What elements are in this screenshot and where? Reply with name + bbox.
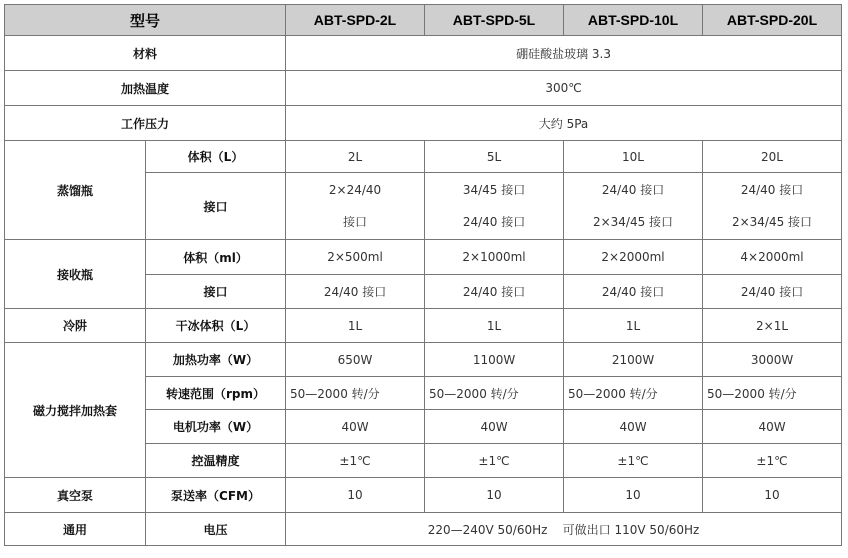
receiving-volume-row (5, 240, 842, 275)
mantle-precision-cell: ±1℃ (286, 444, 425, 478)
vacuum-pump-row (5, 478, 842, 513)
vacuum-pump-group: 真空泵 (5, 478, 146, 513)
working-pressure-label: 工作压力 (5, 106, 286, 141)
distill-volume-cell: 20L (703, 141, 842, 173)
distill-port-line1: 2×24/40 (328, 183, 382, 197)
receiving-port-cell: 24/40 接口 (286, 275, 425, 309)
distill-port-line2: 2×34/45 接口 (731, 215, 813, 229)
distill-volume-cell: 2L (286, 141, 425, 173)
mantle-precision-label: 控温精度 (146, 444, 286, 478)
model-header: 型号 (5, 5, 286, 36)
mantle-speed-cell: 50—2000 转/分 (425, 377, 564, 410)
cold-trap-cell: 1L (425, 309, 564, 343)
cold-trap-group: 冷阱 (5, 309, 146, 343)
mantle-power-cell: 650W (286, 343, 425, 377)
material-value: 硼硅酸盐玻璃 3.3 (286, 36, 842, 71)
working-pressure-value: 大约 5Pa (286, 106, 842, 141)
distill-port-cell (425, 173, 564, 240)
general-row (5, 513, 842, 546)
mantle-precision-cell: ±1℃ (564, 444, 703, 478)
receiving-flask-group: 接收瓶 (5, 240, 146, 309)
mantle-speed-cell: 50—2000 转/分 (286, 377, 425, 410)
heating-temp-row (5, 71, 842, 106)
distill-port-line1: 24/40 接口 (601, 183, 665, 197)
model-10l: ABT-SPD-10L (564, 5, 703, 36)
working-pressure-row (5, 106, 842, 141)
distill-port-cell (286, 173, 425, 240)
vacuum-pump-cell: 10 (564, 478, 703, 513)
distill-port-line2: 2×34/45 接口 (592, 215, 674, 229)
mantle-power-cell: 2100W (564, 343, 703, 377)
mantle-speed-cell: 50—2000 转/分 (703, 377, 842, 410)
distill-flask-group: 蒸馏瓶 (5, 141, 146, 240)
vacuum-pump-cell: 10 (425, 478, 564, 513)
material-label: 材料 (5, 36, 286, 71)
receiving-port-cell: 24/40 接口 (564, 275, 703, 309)
mantle-group: 磁力搅拌加热套 (5, 343, 146, 478)
heating-temp-value: 300℃ (286, 71, 842, 106)
mantle-motor-cell: 40W (703, 410, 842, 444)
distill-volume-row (5, 141, 842, 173)
model-5l: ABT-SPD-5L (425, 5, 564, 36)
mantle-power-cell: 3000W (703, 343, 842, 377)
distill-volume-cell: 5L (425, 141, 564, 173)
heating-temp-label: 加热温度 (5, 71, 286, 106)
mantle-power-cell: 1100W (425, 343, 564, 377)
receiving-volume-cell: 2×500ml (286, 240, 425, 275)
mantle-speed-cell: 50—2000 转/分 (564, 377, 703, 410)
receiving-volume-cell: 2×1000ml (425, 240, 564, 275)
receiving-port-cell: 24/40 接口 (425, 275, 564, 309)
spec-table-container (4, 4, 842, 546)
distill-port-cell (564, 173, 703, 240)
general-group: 通用 (5, 513, 146, 546)
mantle-motor-cell: 40W (286, 410, 425, 444)
distill-port-cell (703, 173, 842, 240)
receiving-volume-cell: 4×2000ml (703, 240, 842, 275)
receiving-port-label: 接口 (146, 275, 286, 309)
mantle-power-row (5, 343, 842, 377)
vacuum-pump-label: 泵送率（CFM） (146, 478, 286, 513)
vacuum-pump-cell: 10 (703, 478, 842, 513)
receiving-port-cell: 24/40 接口 (703, 275, 842, 309)
receiving-volume-cell: 2×2000ml (564, 240, 703, 275)
mantle-speed-label: 转速范围（rpm） (146, 377, 286, 410)
distill-port-label: 接口 (146, 173, 286, 240)
distill-port-line2: 接口 (343, 215, 368, 229)
cold-trap-row (5, 309, 842, 343)
distill-volume-cell: 10L (564, 141, 703, 173)
material-row (5, 36, 842, 71)
cold-trap-label: 干冰体积（L） (146, 309, 286, 343)
cold-trap-cell: 2×1L (703, 309, 842, 343)
vacuum-pump-cell: 10 (286, 478, 425, 513)
mantle-motor-cell: 40W (564, 410, 703, 444)
mantle-motor-label: 电机功率（W） (146, 410, 286, 444)
mantle-power-label: 加热功率（W） (146, 343, 286, 377)
header-row (5, 5, 842, 36)
model-20l: ABT-SPD-20L (703, 5, 842, 36)
distill-port-line2: 24/40 接口 (462, 215, 526, 229)
voltage-label: 电压 (146, 513, 286, 546)
distill-volume-label: 体积（L） (146, 141, 286, 173)
model-2l: ABT-SPD-2L (286, 5, 425, 36)
distill-port-line1: 34/45 接口 (462, 183, 526, 197)
voltage-value: 220—240V 50/60Hz 可做出口 110V 50/60Hz (286, 513, 842, 546)
mantle-precision-cell: ±1℃ (703, 444, 842, 478)
cold-trap-cell: 1L (286, 309, 425, 343)
mantle-precision-cell: ±1℃ (425, 444, 564, 478)
cold-trap-cell: 1L (564, 309, 703, 343)
spec-table (4, 4, 842, 546)
mantle-motor-cell: 40W (425, 410, 564, 444)
distill-port-line1: 24/40 接口 (740, 183, 804, 197)
receiving-volume-label: 体积（ml） (146, 240, 286, 275)
